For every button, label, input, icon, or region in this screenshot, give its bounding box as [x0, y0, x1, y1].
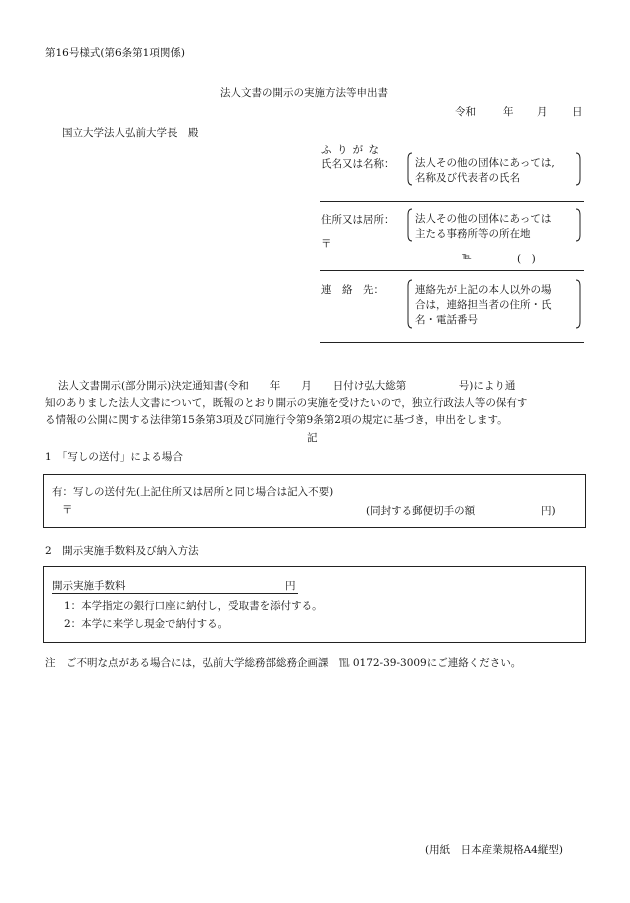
- contact-note-line3: 名・電話番号: [415, 314, 478, 326]
- contact-note-line2: 合は，連絡担当者の住所・氏: [415, 299, 552, 311]
- date-era: 令和: [455, 106, 476, 118]
- address-note-line2: 主たる事務所等の所在地: [415, 228, 531, 240]
- name-label: 氏名又は名称：: [321, 158, 395, 170]
- section1-box: [43, 474, 586, 528]
- address-underline: [320, 270, 584, 271]
- section2-box: [43, 566, 586, 643]
- furigana-label: ふ り が な: [321, 144, 381, 156]
- body-line1: 法人文書開示(部分開示)決定通知書(令和 年 月 日付け弘大総第 号)により通: [58, 380, 516, 392]
- address-note-line1: 法人その他の団体にあっては: [415, 213, 552, 225]
- address-postal-mark: 〒: [321, 238, 332, 250]
- tel-parens: ( ): [517, 253, 536, 265]
- fee-underline: [52, 593, 298, 594]
- fee-unit: 円: [285, 580, 296, 592]
- section2-heading: 2 開示実施手数料及び納入方法: [45, 545, 199, 557]
- contact-underline: [320, 342, 584, 343]
- addressee: 国立大学法人弘前大学長 殿: [62, 127, 199, 139]
- form-number: 第16号様式(第6条第1項関係): [45, 47, 185, 59]
- stamp-unit: 円): [541, 505, 556, 517]
- section1-line1: 有：写しの送付先(上記住所又は居所と同じ場合は記入不要): [52, 486, 334, 498]
- payment-option-1: 1：本学指定の銀行口座に納付し，受取書を添付する。: [64, 600, 323, 612]
- name-underline: [320, 201, 584, 202]
- fee-label: 開示実施手数料: [52, 580, 126, 592]
- ki-mark: 記: [307, 432, 318, 444]
- section1-postal: 〒: [62, 504, 73, 516]
- body-line2: 知のありました法人文書について，既報のとおり開示の実施を受けたいので，独立行政法人等の保有す: [45, 397, 528, 409]
- tel-label: ℡: [462, 252, 472, 262]
- stamp-label: (同封する郵便切手の額: [366, 505, 476, 517]
- paper-size-note: (用紙 日本産業規格A4縦型): [425, 844, 563, 856]
- date-day: 日: [572, 106, 583, 118]
- document-title: 法人文書の開示の実施方法等申出書: [220, 87, 388, 99]
- contact-note-line1: 連絡先が上記の本人以外の場: [415, 284, 552, 296]
- name-note-line2: 名称及び代表者の氏名: [415, 172, 520, 184]
- date-month: 月: [537, 106, 548, 118]
- date-year: 年: [503, 106, 514, 118]
- name-note-line1: 法人その他の団体にあっては,: [415, 157, 555, 169]
- section1-heading: 1 「写しの送付」による場合: [45, 451, 183, 463]
- address-label: 住所又は居所：: [321, 214, 395, 226]
- contact-label: 連 絡 先：: [321, 284, 384, 296]
- body-line3: る情報の公開に関する法律第15条第3項及び同施行令第9条第2項の規定に基づき，申出をします。: [45, 414, 508, 426]
- payment-option-2: 2：本学に来学し現金で納付する。: [64, 618, 229, 630]
- footnote: 注 ご不明な点がある場合には，弘前大学総務部総務企画課 ℡ 0172-39-3009にご連絡ください。: [45, 657, 522, 669]
